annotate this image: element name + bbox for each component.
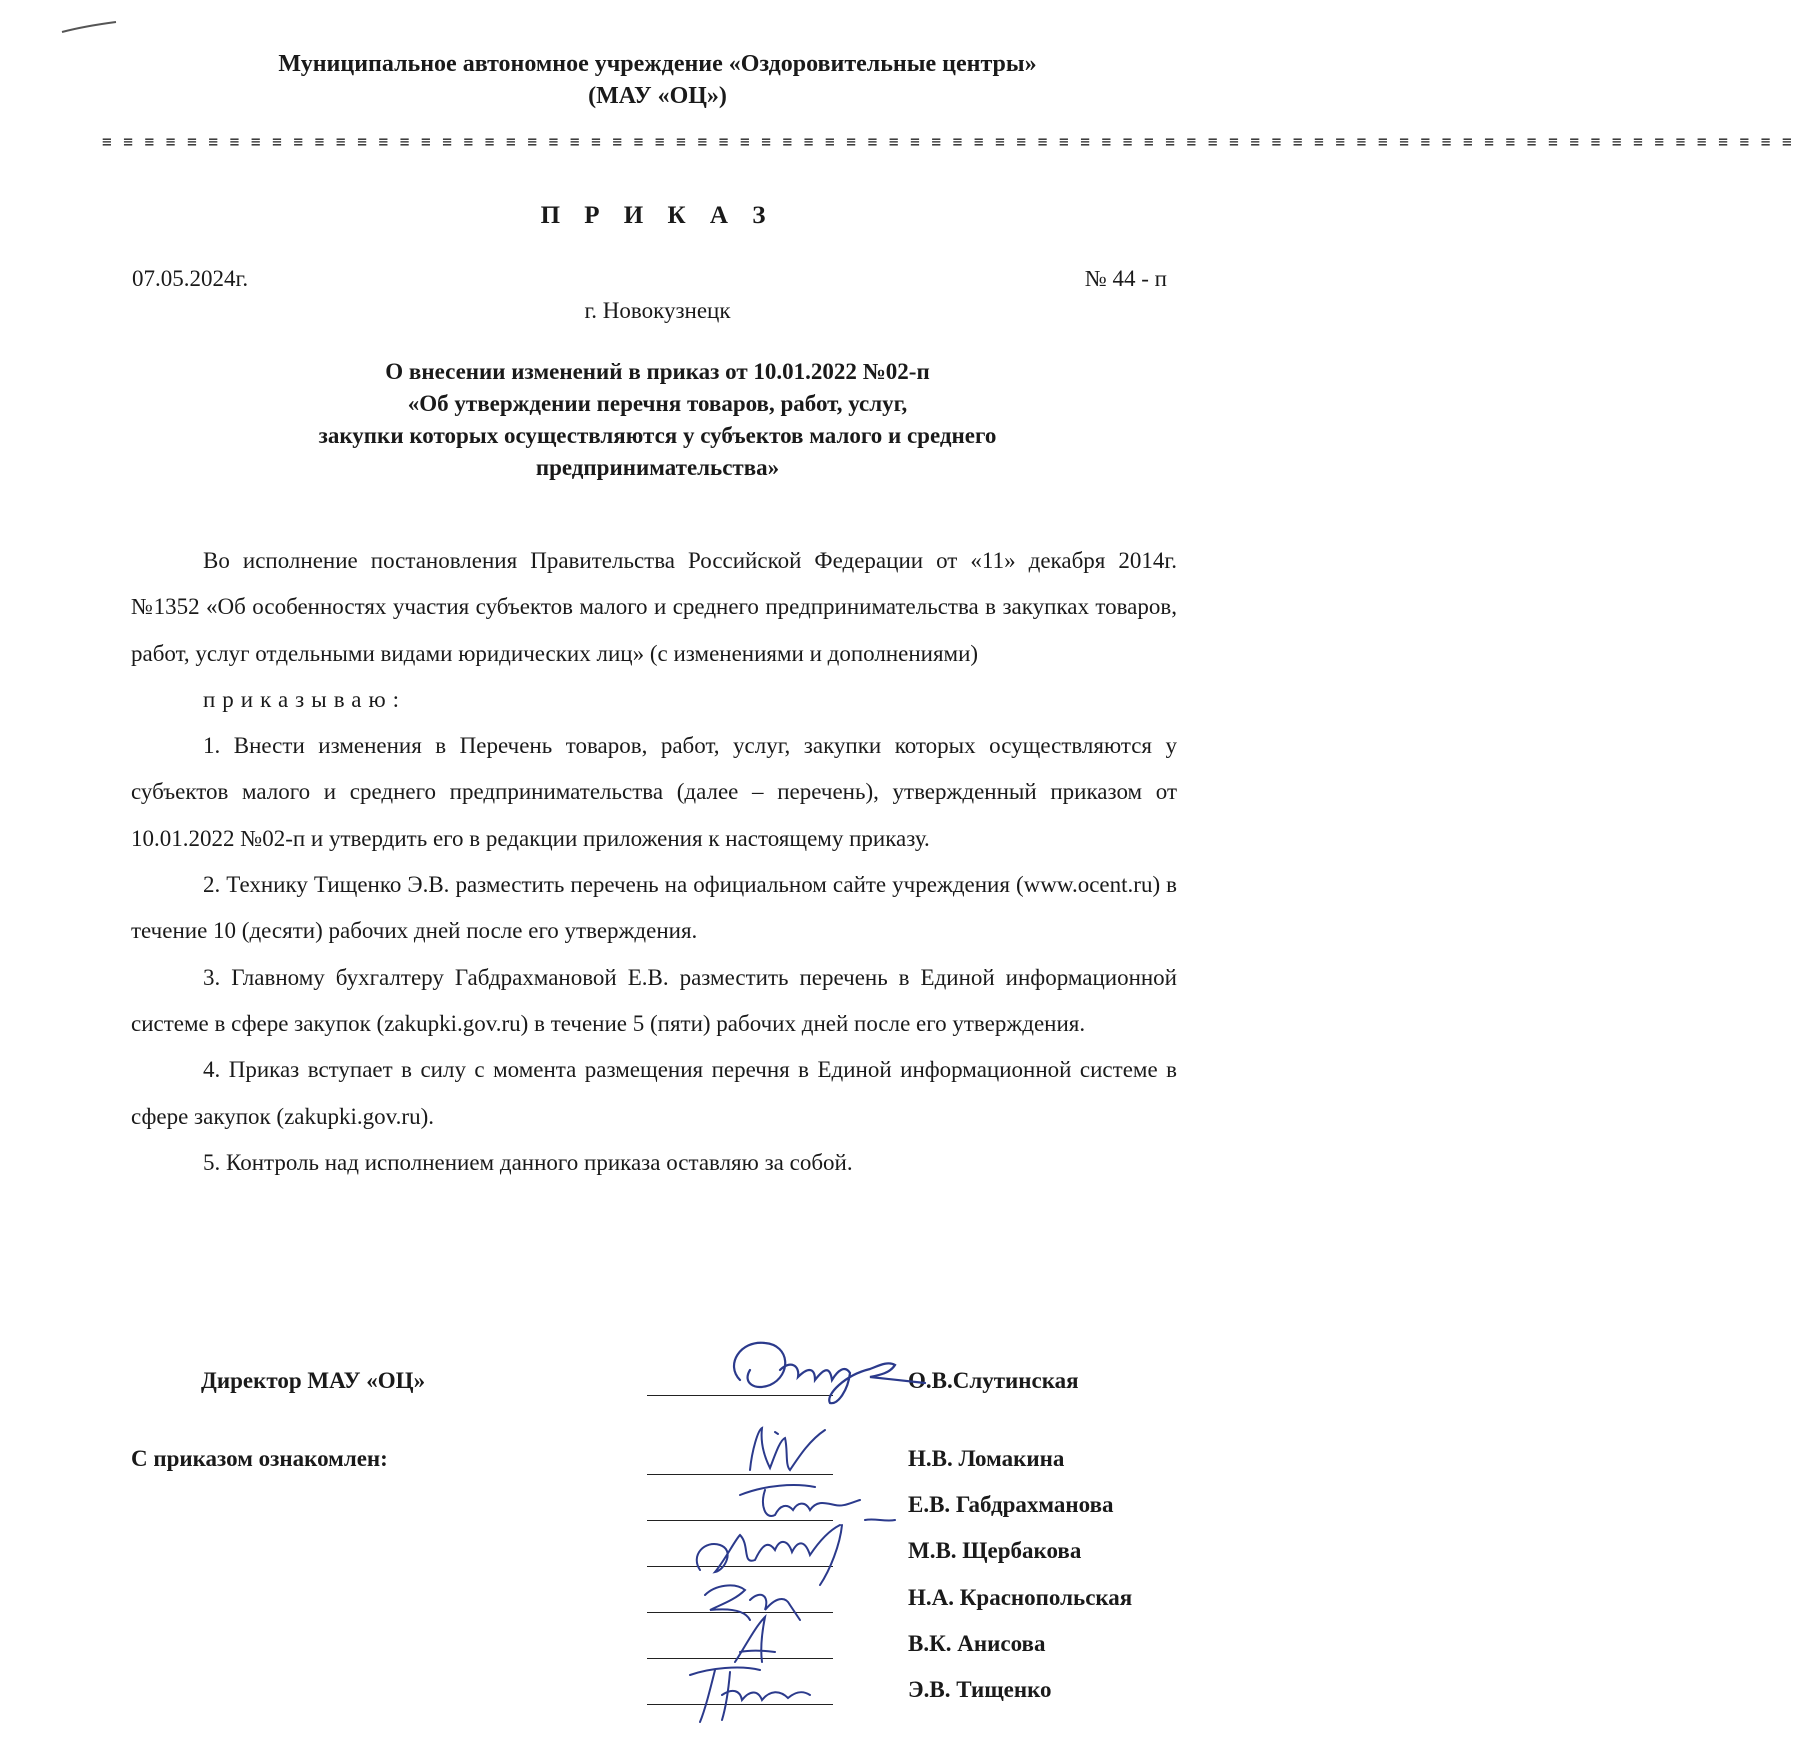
document-date: 07.05.2024г. — [132, 266, 249, 291]
director-name: О.В.Слутинская — [908, 1368, 1079, 1393]
order-item-2: 2. Технику Тищенко Э.В. разместить перечень на официальном сайте учреждения (www.ocent.ru) в течение 10 (десяти) рабочих дней после его утверждения. — [131, 872, 1177, 944]
director-signature-icon — [720, 1325, 930, 1410]
document-number: № 44 - п — [1084, 266, 1167, 291]
order-subject — [180, 356, 1135, 484]
director-label: Директор МАУ «ОЦ» — [201, 1368, 426, 1393]
header-divider: ≡ ≡ ≡ ≡ ≡ ≡ ≡ ≡ ≡ ≡ ≡ ≡ ≡ ≡ ≡ ≡ ≡ ≡ ≡ ≡ ≡ ≡ ≡ ≡ ≡ ≡ ≡ ≡ ≡ ≡ ≡ ≡ ≡ ≡ ≡ ≡ ≡ ≡ ≡ ≡ ≡ ≡ ≡ ≡ ≡ ≡ ≡ ≡ ≡ ≡ ≡ ≡ ≡ ≡ ≡ ≡ ≡ ≡ ≡ ≡ ≡ ≡ ≡ ≡ ≡ ≡ ≡ ≡ ≡ ≡ ≡ ≡ ≡ ≡ ≡ ≡ ≡ ≡ ≡ ≡ — [102, 132, 1793, 151]
document-title: П Р И К А З — [540, 202, 775, 229]
subject-line: О внесении изменений в приказ от 10.01.2022 №02-п — [385, 359, 930, 384]
subject-line: предпринимательства» — [535, 455, 780, 480]
acquainted-label: С приказом ознакомлен: — [131, 1446, 388, 1471]
tishchenko-signature-icon — [670, 1650, 820, 1730]
document-city: г. Новокузнецк — [584, 298, 731, 323]
acquainted-name: Е.В. Габдрахманова — [908, 1492, 1114, 1517]
order-item-3: 3. Главному бухгалтеру Габдрахмановой Е.В. разместить перечень в Единой информационной системе в сфере закупок (zakupki.gov.ru) в течение 5 (пяти) рабочих дней после его утверждения. — [131, 964, 1177, 1036]
acquainted-name: Э.В. Тищенко — [908, 1677, 1052, 1702]
order-item-1: 1. Внести изменения в Перечень товаров, работ, услуг, закупки которых осуществляются у субъектов малого и среднего предпринимательства (далее – перечень), утвержденный приказом от 10.01.2022 №02-п и утвердить его в редакции приложения к настоящему приказу. — [131, 733, 1177, 851]
acquainted-name: М.В. Щербакова — [908, 1538, 1082, 1563]
scan-mark-icon — [60, 18, 120, 38]
organization-abbreviation: (МАУ «ОЦ») — [588, 83, 727, 109]
acquainted-name: В.К. Анисова — [908, 1631, 1046, 1656]
order-body — [131, 538, 1177, 1186]
order-word: приказываю: — [203, 686, 407, 712]
acquainted-name: Н.А. Краснопольская — [908, 1585, 1133, 1610]
organization-name: Муниципальное автономное учреждение «Оздоровительные центры» — [278, 51, 1037, 77]
subject-line: закупки которых осуществляются у субъектов малого и среднего — [318, 423, 997, 448]
preamble-paragraph: Во исполнение постановления Правительства Российской Федерации от «11» декабря 2014г. №1352 «Об особенностях участия субъектов малого и среднего предпринимательства в закупках товаров, работ, услуг отдельными видами юридических лиц» (с изменениями и дополнениями) — [131, 548, 1177, 666]
order-item-5: 5. Контроль над исполнением данного приказа оставляю за собой. — [203, 1149, 853, 1175]
order-item-4: 4. Приказ вступает в силу с момента размещения перечня в Единой информационной системе в сфере закупок (zakupki.gov.ru). — [131, 1057, 1177, 1129]
lomakina-signature-icon — [730, 1420, 840, 1480]
acquainted-name: Н.В. Ломакина — [908, 1446, 1065, 1471]
subject-line: «Об утверждении перечня товаров, работ, услуг, — [407, 391, 908, 416]
